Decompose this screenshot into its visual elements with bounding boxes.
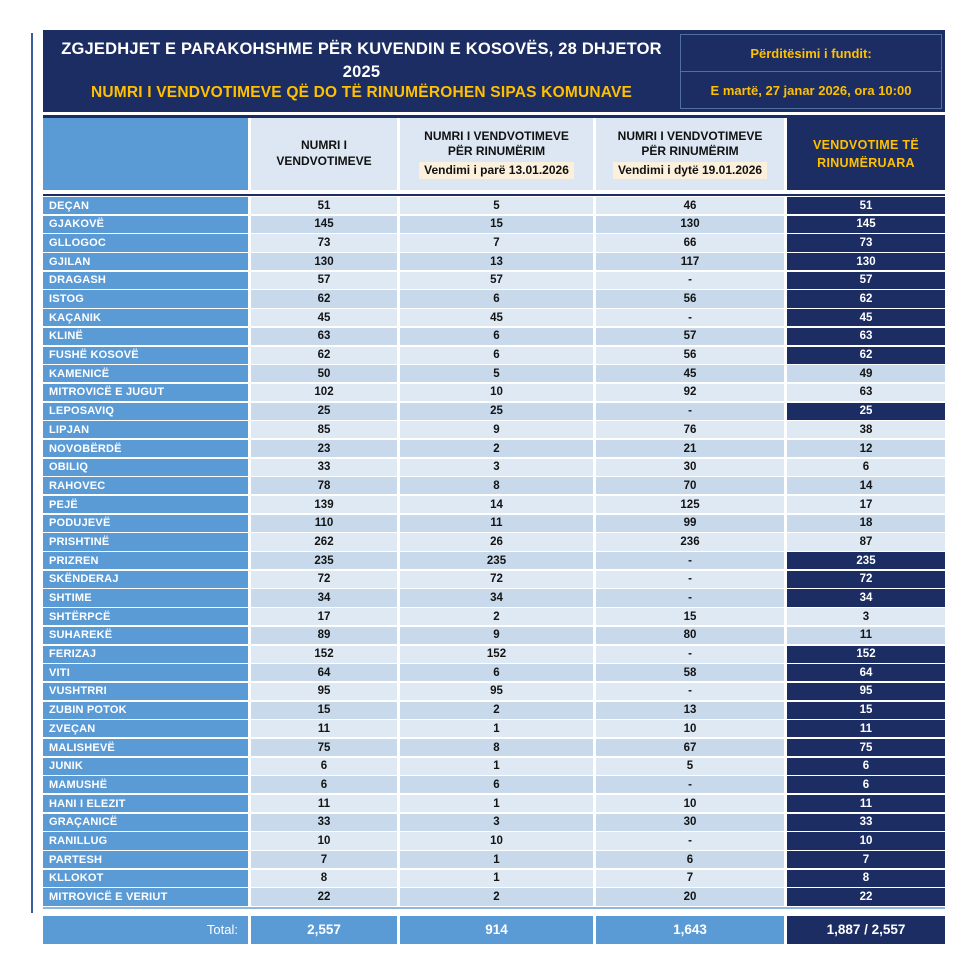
row-first-decision: 72 (400, 571, 593, 588)
row-recounted: 7 (787, 851, 945, 868)
row-recounted: 62 (787, 347, 945, 364)
row-first-decision: 1 (400, 758, 593, 775)
row-second-decision: 70 (596, 477, 784, 494)
row-total: 78 (251, 477, 397, 494)
row-second-decision: 80 (596, 627, 784, 644)
row-first-decision: 3 (400, 814, 593, 831)
row-total: 152 (251, 646, 397, 663)
row-first-decision: 6 (400, 776, 593, 793)
row-recounted: 6 (787, 776, 945, 793)
row-first-decision: 152 (400, 646, 593, 663)
row-second-decision: 20 (596, 888, 784, 905)
row-recounted: 8 (787, 870, 945, 887)
row-total: 57 (251, 272, 397, 289)
total-polling-stations: 2,557 (251, 916, 397, 944)
row-municipality: ISTOG (43, 290, 248, 307)
column-header-first-line2: PËR RINUMËRIM (447, 144, 546, 159)
row-second-decision: 5 (596, 758, 784, 775)
row-recounted: 145 (787, 216, 945, 233)
row-total: 64 (251, 664, 397, 681)
total-second-decision: 1,643 (596, 916, 784, 944)
row-total: 102 (251, 384, 397, 401)
row-second-decision: 56 (596, 347, 784, 364)
row-second-decision: 67 (596, 739, 784, 756)
row-total: 22 (251, 888, 397, 905)
row-municipality: MITROVICË E VERIUT (43, 888, 248, 905)
row-total: 6 (251, 758, 397, 775)
row-first-decision: 1 (400, 795, 593, 812)
column-header-total-line2: VENDVOTIMEVE (276, 154, 372, 168)
row-total: 75 (251, 739, 397, 756)
row-municipality: SHTËRPCË (43, 608, 248, 625)
row-first-decision: 95 (400, 683, 593, 700)
row-total: 8 (251, 870, 397, 887)
row-second-decision: - (596, 403, 784, 420)
row-first-decision: 3 (400, 459, 593, 476)
row-first-decision: 6 (400, 290, 593, 307)
row-recounted: 11 (787, 720, 945, 737)
column-header-row (43, 115, 945, 190)
row-total: 6 (251, 776, 397, 793)
row-second-decision: 56 (596, 290, 784, 307)
row-municipality: PRIZREN (43, 552, 248, 569)
row-first-decision: 10 (400, 832, 593, 849)
row-total: 95 (251, 683, 397, 700)
row-recounted: 15 (787, 702, 945, 719)
row-municipality: SUHAREKË (43, 627, 248, 644)
row-recounted: 75 (787, 739, 945, 756)
row-recounted: 38 (787, 421, 945, 438)
row-second-decision: 7 (596, 870, 784, 887)
row-municipality: RAHOVEC (43, 477, 248, 494)
row-first-decision: 7 (400, 234, 593, 251)
row-total: 51 (251, 197, 397, 214)
row-municipality: VITI (43, 664, 248, 681)
row-first-decision: 25 (400, 403, 593, 420)
row-first-decision: 14 (400, 496, 593, 513)
row-municipality: HANI I ELEZIT (43, 795, 248, 812)
row-first-decision: 6 (400, 664, 593, 681)
row-total: 73 (251, 234, 397, 251)
row-recounted: 14 (787, 477, 945, 494)
row-first-decision: 9 (400, 421, 593, 438)
column-header-first-line1: NUMRI I VENDVOTIMEVE (424, 128, 569, 143)
row-first-decision: 9 (400, 627, 593, 644)
column-header-recounted (787, 118, 945, 190)
column-header-second-line2: PËR RINUMËRIM (641, 144, 739, 159)
last-update-panel (680, 34, 942, 109)
row-second-decision: - (596, 552, 784, 569)
row-second-decision: 45 (596, 365, 784, 382)
row-total: 63 (251, 328, 397, 345)
row-second-decision: 15 (596, 608, 784, 625)
row-first-decision: 45 (400, 309, 593, 326)
row-first-decision: 1 (400, 870, 593, 887)
row-municipality: MAMUSHË (43, 776, 248, 793)
row-total: 25 (251, 403, 397, 420)
row-first-decision: 2 (400, 888, 593, 905)
title-area (43, 30, 680, 112)
row-second-decision: - (596, 309, 784, 326)
row-second-decision: - (596, 646, 784, 663)
row-first-decision: 5 (400, 365, 593, 382)
row-recounted: 72 (787, 571, 945, 588)
row-municipality: MITROVICË E JUGUT (43, 384, 248, 401)
left-border-rule (31, 33, 33, 913)
row-recounted: 11 (787, 795, 945, 812)
total-recounted: 1,887 / 2,557 (787, 916, 945, 944)
row-recounted: 57 (787, 272, 945, 289)
column-header-recounted-line2: RINUMËRUARA (817, 156, 915, 170)
row-recounted: 12 (787, 440, 945, 457)
row-first-decision: 57 (400, 272, 593, 289)
row-first-decision: 2 (400, 702, 593, 719)
row-recounted: 87 (787, 533, 945, 550)
row-second-decision: 10 (596, 720, 784, 737)
row-total: 110 (251, 515, 397, 532)
row-second-decision: - (596, 683, 784, 700)
row-total: 33 (251, 459, 397, 476)
total-first-decision: 914 (400, 916, 593, 944)
report-subtitle: NUMRI I VENDVOTIMEVE QË DO TË RINUMËROHEN SIPAS KOMUNAVE (90, 83, 633, 101)
row-second-decision: 125 (596, 496, 784, 513)
row-first-decision: 235 (400, 552, 593, 569)
row-municipality: SHTIME (43, 589, 248, 606)
row-first-decision: 10 (400, 384, 593, 401)
row-municipality: PRISHTINË (43, 533, 248, 550)
row-recounted: 64 (787, 664, 945, 681)
row-municipality: OBILIQ (43, 459, 248, 476)
row-second-decision: - (596, 272, 784, 289)
row-total: 130 (251, 253, 397, 270)
row-first-decision: 2 (400, 440, 593, 457)
row-recounted: 17 (787, 496, 945, 513)
row-second-decision: 46 (596, 197, 784, 214)
last-update-value: E martë, 27 janar 2026, ora 10:00 (710, 82, 912, 98)
row-total: 23 (251, 440, 397, 457)
table-body (43, 196, 945, 907)
row-municipality: VUSHTRRI (43, 683, 248, 700)
row-recounted: 11 (787, 627, 945, 644)
row-recounted: 63 (787, 384, 945, 401)
row-first-decision: 6 (400, 328, 593, 345)
row-municipality: NOVOBËRDË (43, 440, 248, 457)
row-total: 72 (251, 571, 397, 588)
row-recounted: 63 (787, 328, 945, 345)
row-total: 139 (251, 496, 397, 513)
row-total: 235 (251, 552, 397, 569)
row-recounted: 62 (787, 290, 945, 307)
total-row (43, 916, 945, 944)
row-second-decision: 58 (596, 664, 784, 681)
row-recounted: 6 (787, 459, 945, 476)
row-first-decision: 13 (400, 253, 593, 270)
row-first-decision: 2 (400, 608, 593, 625)
row-first-decision: 15 (400, 216, 593, 233)
row-municipality: KAÇANIK (43, 309, 248, 326)
row-municipality: ZVEÇAN (43, 720, 248, 737)
row-municipality: GLLOGOC (43, 234, 248, 251)
column-header-total (251, 118, 397, 190)
column-header-municipality (43, 118, 248, 190)
row-municipality: PEJË (43, 496, 248, 513)
row-municipality: SKËNDERAJ (43, 571, 248, 588)
row-total: 33 (251, 814, 397, 831)
row-municipality: KLLOKOT (43, 870, 248, 887)
row-municipality: FUSHË KOSOVË (43, 347, 248, 364)
row-municipality: GJILAN (43, 253, 248, 270)
row-municipality: GJAKOVË (43, 216, 248, 233)
row-total: 34 (251, 589, 397, 606)
row-recounted: 22 (787, 888, 945, 905)
row-second-decision: - (596, 571, 784, 588)
row-total: 11 (251, 720, 397, 737)
column-header-recounted-line1: VENDVOTIME TË (813, 137, 919, 152)
row-recounted: 45 (787, 309, 945, 326)
row-second-decision: 6 (596, 851, 784, 868)
row-recounted: 6 (787, 758, 945, 775)
row-total: 45 (251, 309, 397, 326)
row-municipality: DEÇAN (43, 197, 248, 214)
row-recounted: 95 (787, 683, 945, 700)
row-municipality: JUNIK (43, 758, 248, 775)
last-update-label: Përditësimi i fundit: (681, 35, 941, 72)
row-second-decision: - (596, 589, 784, 606)
table-body-frame (43, 194, 945, 909)
row-municipality: LIPJAN (43, 421, 248, 438)
row-total: 17 (251, 608, 397, 625)
row-municipality: LEPOSAVIQ (43, 403, 248, 420)
row-recounted: 33 (787, 814, 945, 831)
column-header-total-line1: NUMRI I (301, 138, 347, 153)
row-first-decision: 8 (400, 739, 593, 756)
row-recounted: 152 (787, 646, 945, 663)
column-header-first-sub: Vendimi i parë 13.01.2026 (419, 162, 574, 180)
row-second-decision: 130 (596, 216, 784, 233)
column-header-first-decision (400, 118, 593, 190)
row-total: 15 (251, 702, 397, 719)
row-municipality: ZUBIN POTOK (43, 702, 248, 719)
row-first-decision: 26 (400, 533, 593, 550)
row-recounted: 49 (787, 365, 945, 382)
row-total: 62 (251, 347, 397, 364)
total-label: Total: (43, 916, 248, 944)
row-recounted: 235 (787, 552, 945, 569)
row-recounted: 18 (787, 515, 945, 532)
report-table (43, 30, 945, 944)
row-second-decision: - (596, 776, 784, 793)
row-total: 85 (251, 421, 397, 438)
row-municipality: MALISHEVË (43, 739, 248, 756)
row-second-decision: 117 (596, 253, 784, 270)
row-second-decision: 30 (596, 814, 784, 831)
row-municipality: FERIZAJ (43, 646, 248, 663)
row-recounted: 130 (787, 253, 945, 270)
row-total: 89 (251, 627, 397, 644)
row-second-decision: 92 (596, 384, 784, 401)
row-first-decision: 1 (400, 851, 593, 868)
row-municipality: KAMENICË (43, 365, 248, 382)
row-second-decision: 66 (596, 234, 784, 251)
row-municipality: PODUJEVË (43, 515, 248, 532)
row-first-decision: 8 (400, 477, 593, 494)
column-header-second-sub: Vendimi i dytë 19.01.2026 (613, 162, 767, 180)
row-second-decision: 57 (596, 328, 784, 345)
row-recounted: 3 (787, 608, 945, 625)
row-recounted: 25 (787, 403, 945, 420)
row-second-decision: 236 (596, 533, 784, 550)
row-recounted: 51 (787, 197, 945, 214)
row-first-decision: 1 (400, 720, 593, 737)
row-total: 145 (251, 216, 397, 233)
row-municipality: RANILLUG (43, 832, 248, 849)
title-banner (43, 30, 945, 112)
row-municipality: KLINË (43, 328, 248, 345)
row-total: 7 (251, 851, 397, 868)
row-second-decision: 30 (596, 459, 784, 476)
row-municipality: GRAÇANICË (43, 814, 248, 831)
row-total: 10 (251, 832, 397, 849)
row-recounted: 10 (787, 832, 945, 849)
row-first-decision: 6 (400, 347, 593, 364)
column-header-second-decision (596, 118, 784, 190)
row-total: 50 (251, 365, 397, 382)
row-second-decision: 21 (596, 440, 784, 457)
row-first-decision: 11 (400, 515, 593, 532)
row-second-decision: 10 (596, 795, 784, 812)
row-municipality: PARTESH (43, 851, 248, 868)
row-second-decision: 76 (596, 421, 784, 438)
row-recounted: 73 (787, 234, 945, 251)
row-municipality: DRAGASH (43, 272, 248, 289)
row-second-decision: 99 (596, 515, 784, 532)
row-second-decision: - (596, 832, 784, 849)
row-second-decision: 13 (596, 702, 784, 719)
row-total: 262 (251, 533, 397, 550)
row-first-decision: 34 (400, 589, 593, 606)
row-total: 62 (251, 290, 397, 307)
report-title: ZGJEDHJET E PARAKOHSHME PËR KUVENDIN E KOSOVËS, 28 DHJETOR 2025 (61, 40, 662, 81)
row-first-decision: 5 (400, 197, 593, 214)
row-recounted: 34 (787, 589, 945, 606)
row-total: 11 (251, 795, 397, 812)
column-header-second-line1: NUMRI I VENDVOTIMEVE (617, 128, 763, 143)
